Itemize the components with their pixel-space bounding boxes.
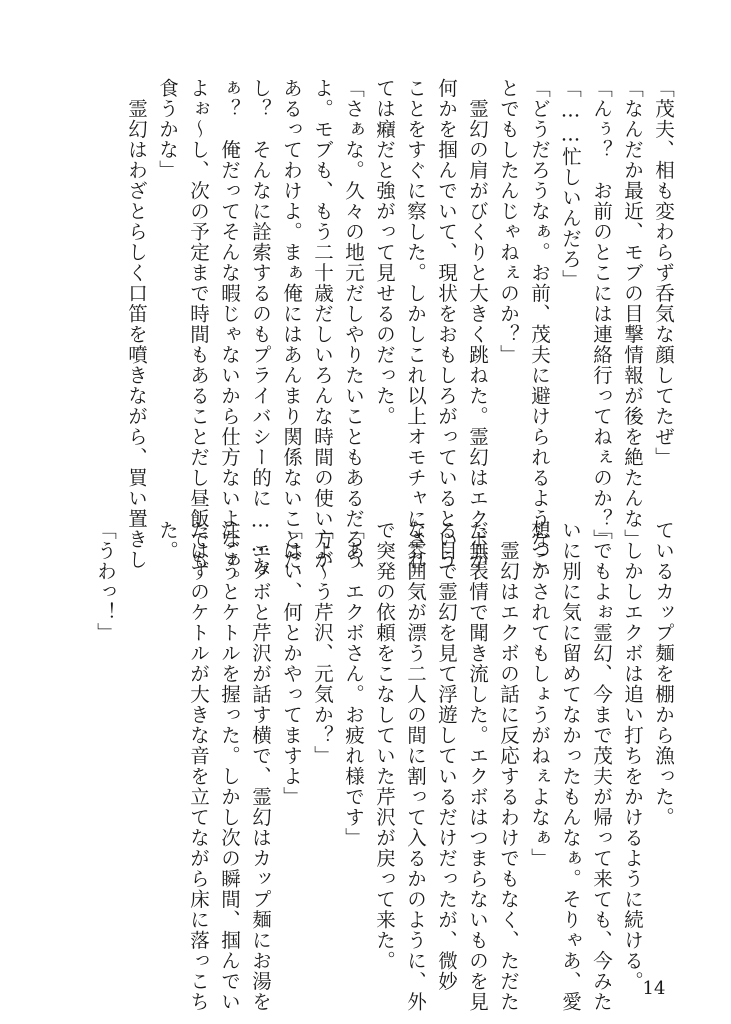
text-line: よぉ〜し、次の予定まで時間もあることだし昼飯でも — [187, 78, 210, 570]
text-line: 「よ〜う芹沢、元気か？」 — [311, 520, 334, 766]
text-line — [121, 520, 152, 972]
page-number: 14 — [642, 978, 666, 999]
text-line: だ無表情で聞き流した。エクボはつまらないものを見 — [466, 520, 489, 1012]
text-line: 「あ、エクボさん。お疲れ様です」 — [342, 520, 365, 848]
text-line: エクボと芹沢が話す横で、霊幻はカップ麺にお湯を — [249, 520, 272, 1012]
text-line: ているカップ麺を棚から漁った。 — [652, 520, 675, 828]
text-line: 「さぁな。久々の地元だしやりたいこともあるだろう — [342, 78, 365, 570]
text-line: 「なんだか最近、モブの目撃情報が後を絶たんな」 — [621, 78, 644, 550]
text-line: し？ そんなに詮索するのもプライバシー的に……な — [249, 78, 272, 577]
text-line: ことをすぐに察した。しかしこれ以上オモチャにされ — [404, 78, 427, 570]
text-line: とでもしたんじゃねぇのか？」 — [497, 78, 520, 365]
text-line: 食うかな」 — [156, 78, 179, 181]
upper-text-block — [99, 78, 679, 591]
text-line: 「うわっ！」 — [94, 520, 117, 643]
text-line: た。 — [156, 520, 179, 561]
text-line: よ。モブも、もう二十歳だしいろんな時間の使い方が — [311, 78, 334, 570]
text-line: 霊幻はわざとらしく口笛を噴きながら、買い置きし — [125, 78, 148, 570]
text-line: 「んぅ？ お前のとこには連絡行ってねぇのか？」 — [590, 78, 613, 550]
text-line: 霊幻はエクボの話に反応するわけでもなく、ただた — [497, 520, 520, 1012]
text-line: 「……忙しいんだろ」 — [559, 78, 582, 290]
text-line: 「はい、何とかやってますよ」 — [280, 520, 303, 807]
text-line: しかしエクボは追い打ちをかけるように続ける。 — [621, 520, 644, 992]
text-line: ては癪だと強がって見せるのだった。 — [373, 78, 396, 427]
text-line: 注ごうとケトルを握った。しかし次の瞬間、掴んでい — [218, 520, 241, 1012]
text-line: あるってわけよ。まぁ俺にはあんまり関係ないことだ — [280, 78, 303, 570]
text-line: で突発の依頼をこなしていた芹沢が戻って来た。 — [373, 520, 396, 971]
text-line: ぁ？ 俺だってそんな暇じゃないから仕方ないよなぁ。 — [218, 78, 241, 591]
text-line: 「でもよぉ霊幻、今まで茂夫が帰って来ても、今みた — [590, 520, 613, 1012]
text-line: 「どうだろうなぁ。お前、茂夫に避けられるようなこ — [528, 78, 551, 570]
text-line: たはずのケトルが大きな音を立てながら床に落っこち — [187, 520, 210, 1012]
text-line: 何かを掴んでいて、現状をおもしろがっているという — [435, 78, 458, 570]
text-line: な雰囲気が漂う二人の間に割って入るかのように、外 — [404, 520, 427, 1012]
text-line: 想つかされてもしょうがねぇよなぁ」 — [528, 520, 551, 869]
text-line: 霊幻の肩がびくりと大きく跳ねた。霊幻はエクボが — [466, 78, 489, 570]
text-line: いに別に気に留めてなかったもんなぁ。そりゃあ、愛 — [559, 520, 582, 1012]
text-line: る目で霊幻を見て浮遊しているだけだったが、微妙 — [435, 520, 458, 992]
text-line: 「茂夫、相も変わらず呑気な顔してたぜ」 — [652, 78, 675, 468]
